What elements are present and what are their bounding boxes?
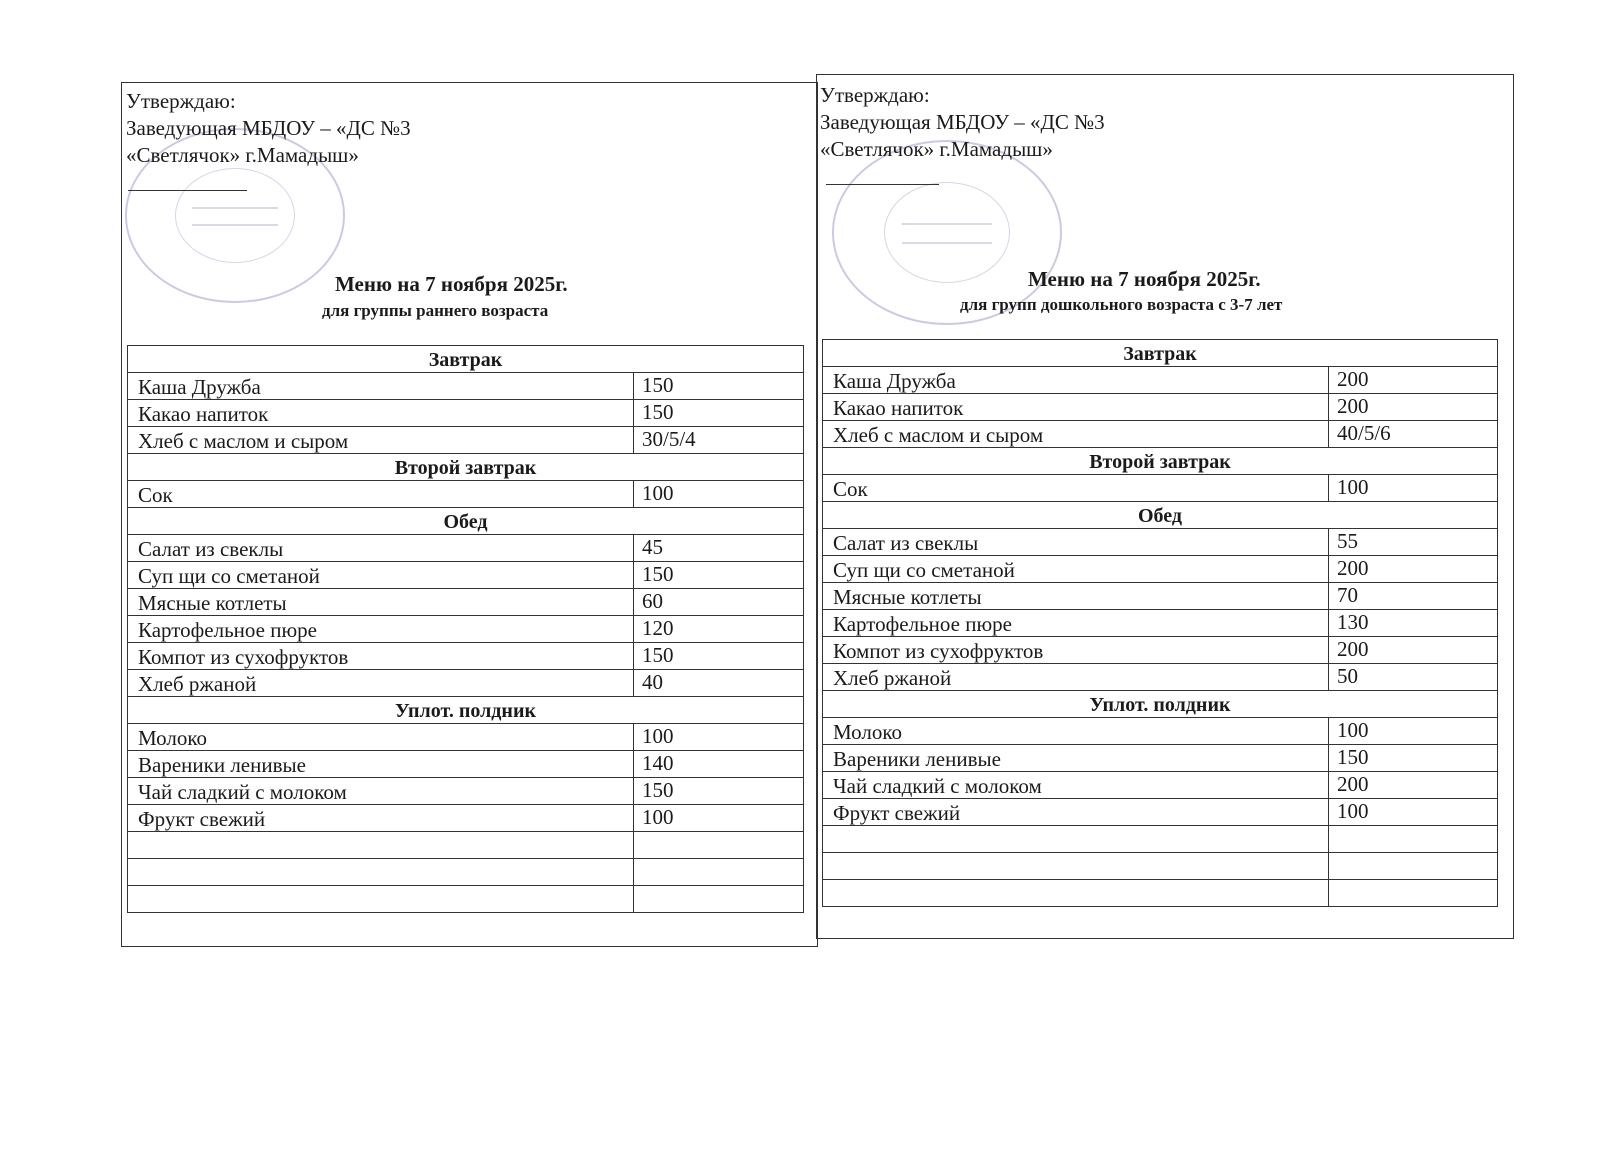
menu-item-row	[128, 670, 804, 697]
portion-size: 150	[634, 562, 804, 589]
menu-item-row	[128, 427, 804, 454]
approval-line: Утверждаю:	[126, 89, 236, 113]
portion-size: 50	[1329, 664, 1498, 691]
dish-name: Вареники ленивые	[128, 751, 634, 778]
portion-size: 130	[1329, 610, 1498, 637]
portion-size: 150	[634, 778, 804, 805]
section-header-row	[823, 691, 1498, 718]
dish-name: Молоко	[128, 724, 634, 751]
dish-name: Мясные котлеты	[128, 589, 634, 616]
signature-line	[826, 184, 939, 185]
portion-size: 150	[634, 400, 804, 427]
menu-title: Меню на 7 ноября 2025г.	[335, 272, 568, 296]
section-header-row	[823, 340, 1498, 367]
portion-size: 100	[1329, 718, 1498, 745]
approval-block	[126, 88, 411, 169]
portion-size: 45	[634, 535, 804, 562]
portion-size: 100	[634, 805, 804, 832]
dish-name: Салат из свеклы	[128, 535, 634, 562]
portion-size: 100	[1329, 475, 1498, 502]
section-header-row	[823, 448, 1498, 475]
dish-name: Мясные котлеты	[823, 583, 1329, 610]
dish-name: Хлеб с маслом и сыром	[128, 427, 634, 454]
section-header-row	[128, 697, 804, 724]
dish-name: Картофельное пюре	[128, 616, 634, 643]
dish-name: Каша Дружба	[823, 367, 1329, 394]
portion-size: 70	[1329, 583, 1498, 610]
portion-size: 40/5/6	[1329, 421, 1498, 448]
empty-row	[128, 859, 804, 886]
menu-item-row	[128, 400, 804, 427]
portion-size: 100	[634, 724, 804, 751]
approval-line: Заведующая МБДОУ – «ДС №3	[126, 116, 411, 140]
portion-size: 30/5/4	[634, 427, 804, 454]
section-title: Завтрак	[128, 346, 804, 373]
section-header-row	[823, 502, 1498, 529]
menu-item-row	[128, 562, 804, 589]
portion-size: 200	[1329, 772, 1498, 799]
menu-item-row	[128, 805, 804, 832]
signature-line	[128, 190, 247, 191]
approval-line: «Светлячок» г.Мамадыш»	[126, 143, 359, 167]
menu-item-row	[823, 394, 1498, 421]
portion-size: 200	[1329, 556, 1498, 583]
menu-item-row	[823, 637, 1498, 664]
portion-size: 140	[634, 751, 804, 778]
portion-size: 200	[1329, 394, 1498, 421]
empty-row	[823, 880, 1498, 907]
portion-size: 200	[1329, 637, 1498, 664]
dish-name: Какао напиток	[823, 394, 1329, 421]
dish-name: Компот из сухофруктов	[128, 643, 634, 670]
dish-name: Салат из свеклы	[823, 529, 1329, 556]
menu-item-row	[823, 421, 1498, 448]
menu-item-row	[823, 610, 1498, 637]
empty-row	[823, 826, 1498, 853]
dish-name: Хлеб с маслом и сыром	[823, 421, 1329, 448]
section-title: Обед	[823, 502, 1498, 529]
portion-size: 55	[1329, 529, 1498, 556]
menu-item-row	[823, 583, 1498, 610]
menu-subtitle: для группы раннего возраста	[322, 301, 549, 320]
section-title: Обед	[128, 508, 804, 535]
portion-size: 100	[634, 481, 804, 508]
portion-size: 150	[634, 643, 804, 670]
dish-name: Компот из сухофруктов	[823, 637, 1329, 664]
dish-name: Вареники ленивые	[823, 745, 1329, 772]
menu-item-row	[128, 643, 804, 670]
dish-name: Фрукт свежий	[128, 805, 634, 832]
menu-title: Меню на 7 ноября 2025г.	[1028, 267, 1261, 291]
section-header-row	[128, 508, 804, 535]
dish-name: Какао напиток	[128, 400, 634, 427]
menu-item-row	[128, 535, 804, 562]
menu-table	[822, 339, 1498, 907]
menu-table	[127, 345, 804, 913]
approval-block	[820, 82, 1105, 163]
menu-item-row	[823, 718, 1498, 745]
dish-name: Сок	[128, 481, 634, 508]
dish-name: Фрукт свежий	[823, 799, 1329, 826]
portion-size: 120	[634, 616, 804, 643]
section-title: Второй завтрак	[823, 448, 1498, 475]
menu-item-row	[128, 616, 804, 643]
section-title: Завтрак	[823, 340, 1498, 367]
dish-name: Сок	[823, 475, 1329, 502]
menu-item-row	[823, 664, 1498, 691]
menu-item-row	[823, 475, 1498, 502]
menu-subtitle: для групп дошкольного возраста с 3-7 лет	[960, 295, 1283, 314]
section-title: Уплот. полдник	[128, 697, 804, 724]
portion-size: 200	[1329, 367, 1498, 394]
empty-row	[823, 853, 1498, 880]
menu-item-row	[128, 481, 804, 508]
portion-size: 60	[634, 589, 804, 616]
empty-row	[128, 886, 804, 913]
dish-name: Суп щи со сметаной	[823, 556, 1329, 583]
section-title: Второй завтрак	[128, 454, 804, 481]
menu-item-row	[823, 556, 1498, 583]
section-header-row	[128, 346, 804, 373]
portion-size: 150	[1329, 745, 1498, 772]
menu-item-row	[823, 745, 1498, 772]
dish-name: Чай сладкий с молоком	[823, 772, 1329, 799]
menu-item-row	[823, 799, 1498, 826]
empty-row	[128, 832, 804, 859]
approval-line: Заведующая МБДОУ – «ДС №3	[820, 110, 1105, 134]
dish-name: Каша Дружба	[128, 373, 634, 400]
menu-item-row	[128, 724, 804, 751]
menu-item-row	[823, 367, 1498, 394]
menu-item-row	[128, 751, 804, 778]
approval-line: Утверждаю:	[820, 83, 930, 107]
menu-item-row	[823, 772, 1498, 799]
portion-size: 150	[634, 373, 804, 400]
menu-item-row	[128, 589, 804, 616]
dish-name: Картофельное пюре	[823, 610, 1329, 637]
section-header-row	[128, 454, 804, 481]
dish-name: Чай сладкий с молоком	[128, 778, 634, 805]
menu-item-row	[823, 529, 1498, 556]
portion-size: 40	[634, 670, 804, 697]
dish-name: Молоко	[823, 718, 1329, 745]
dish-name: Суп щи со сметаной	[128, 562, 634, 589]
dish-name: Хлеб ржаной	[128, 670, 634, 697]
dish-name: Хлеб ржаной	[823, 664, 1329, 691]
menu-item-row	[128, 778, 804, 805]
menu-item-row	[128, 373, 804, 400]
approval-line: «Светлячок» г.Мамадыш»	[820, 137, 1053, 161]
portion-size: 100	[1329, 799, 1498, 826]
section-title: Уплот. полдник	[823, 691, 1498, 718]
